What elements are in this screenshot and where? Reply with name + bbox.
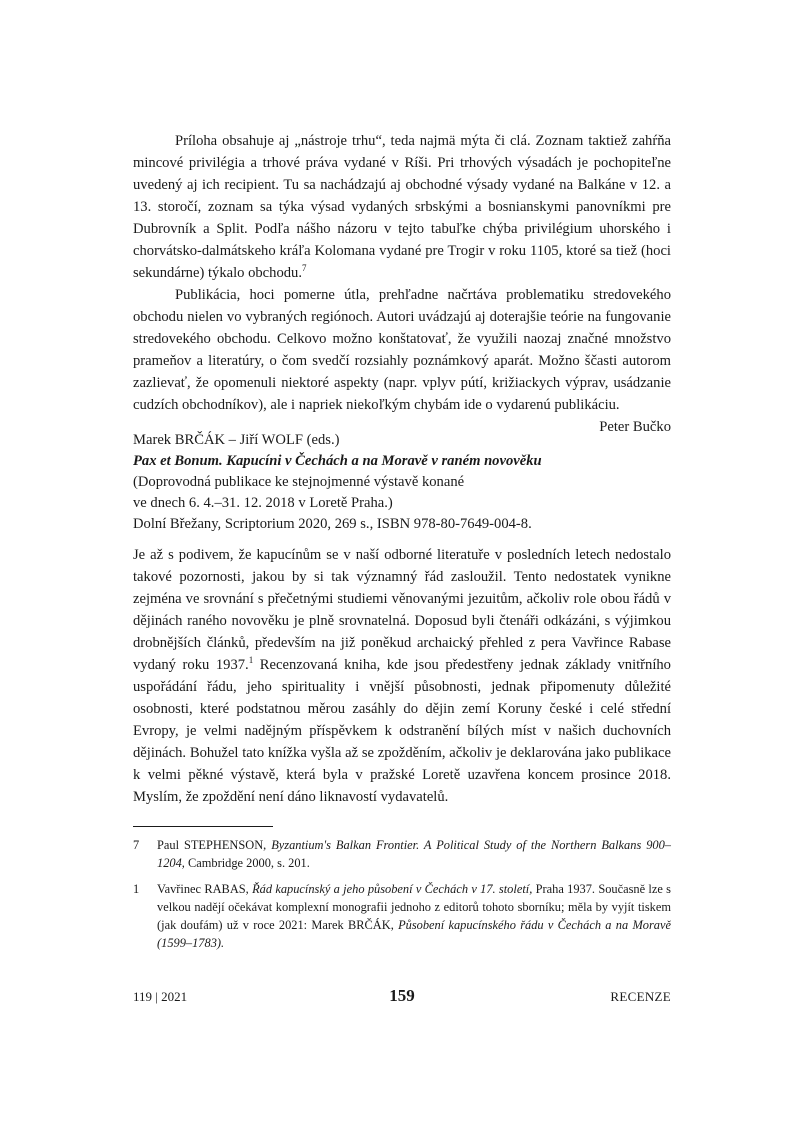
- review-1-paragraph: Publikácia, hoci pomerne útla, prehľadne načrtáva problematiku stredovekého obchodu nielen vo vybraných regiónoch. Autori uvádzajú aj doterajšie teórie na fungovanie stredovekého obchodu. Celkovo možno konštatovať, že využili naozaj značné množstvo prameňov a literatúry, o čom svedčí rozsiahly poznámkový aparát. Možno ščasti autorom zazlievať, že opomenuli niektoré aspekty (napr. vplyv pútí, križiackych výprav, usádzanie cudzích obchodníkov), ale i napriek niekoľkým chybám ide o vydarenú publikáciu.: [133, 287, 671, 413]
- page-number: 159: [389, 986, 415, 1005]
- footnote-ref[interactable]: 7: [302, 263, 307, 274]
- page-footer: [133, 986, 671, 1008]
- paragraph-text: Príloha obsahuje aj „nástroje trhu“, teda najmä mýta či clá. Zoznam taktiež zahŕňa mincové privilégia a trhové práva vydané v Ríši. Pri trhových výsadách je pochopiteľne uvedený aj ich recipient. Tu sa nachádzajú aj obchodné výsady vydané na Balkáne v 12. a 13. storočí, zoznam sa týka výsad vydaných srbskými a bosnianskymi panovníkmi pre Dubrovník a Split. Podľa nášho názoru v tejto tabuľke chýba privilégium uhorského i chorvátsko-dalmátskeho kráľa Kolomana vydané pre Trogir v roku 1105, ktoré sa tiež (hoci sekundárne) týkalo obchodu.: [133, 133, 671, 281]
- review-1-body: [133, 130, 671, 438]
- paragraph-text: Recenzovaná kniha, kde jsou předestřeny jednak základy vnitřního uspořádání řádu, jeho spirituality i vnější působnosti, jednak připomenuty důležité osobnosti, které podstatnou měrou zasáhly do dějin zemí Koruny české i celé střední Evropy, je velmi nadějným příspěvkem k odstranění bílých míst v našich duchovních dějinách. Bohužel tato knížka vyšla až se zpožděním, ačkoliv je deklarována jako publikace k velmi pěkné výstavě, která byla v pražské Loretě uzavřena koncem prosince 2018. Myslím, že zpoždění není dáno liknavostí vydavatelů.: [133, 657, 671, 805]
- footnote-title: Řád kapucínský a jeho působení v Čechách v 17. století,: [252, 882, 533, 896]
- review-author: Peter Bučko: [599, 419, 671, 435]
- review-book-title: Pax et Bonum. Kapucíni v Čechách a na Moravě v raném novověku: [133, 453, 542, 469]
- review-2-paragraph: [133, 544, 671, 808]
- review-publisher-info: Dolní Břežany, Scriptorium 2020, 269 s., ISBN 978-80-7649-004-8.: [133, 516, 532, 532]
- footnote-rest: Cambridge 2000, s. 201.: [184, 856, 310, 870]
- footnote-text: [157, 880, 671, 952]
- footnote-7: [133, 836, 671, 872]
- footnote-rest: Praha 1937. Současně lze s velkou nadějí očekávat komplexní monografii jednoho z editorů tohoto sborníku; měla by vyjít tiskem (jak doufám) už v roce 2021: Marek BRČÁK,: [157, 882, 671, 932]
- review-book-subtitle: ve dnech 6. 4.–31. 12. 2018 v Loretě Praha.): [133, 495, 393, 511]
- review-book-subtitle: (Doprovodná publikace ke stejnojmenné výstavě konané: [133, 474, 465, 490]
- footnote-author: Paul STEPHENSON,: [157, 838, 272, 852]
- footnote-title: Působení kapucínského řádu v Čechách a na Moravě (1599–1783).: [157, 918, 671, 950]
- section-name: RECENZE: [610, 989, 671, 1004]
- footnote-title: Byzantium's Balkan Frontier. A Political Study of the Northern Balkans 900–1204,: [157, 838, 671, 870]
- review-editors: Marek BRČÁK – Jiří WOLF (eds.): [133, 432, 340, 448]
- review-1-paragraph: [133, 130, 671, 284]
- footnote-1: [133, 880, 671, 952]
- paragraph-text: Je až s podivem, že kapucínům se v naší odborné literatuře v posledních letech nedostalo takové pozornosti, jakou by si tak významný řád zasloužil. Tento nedostatek vynikne zejména ve srovnání s přečetnými studiemi věnovanými jezuitům, ačkoliv role obou řádů v dějinách raného novověku je plně srovnatelná. Doposud byli čtenáři odkázáni, s výjimkou drobnějších článků, především na již poněkud archaický přehled z pera Vavřince Rabase vydaný roku 1937.: [133, 547, 671, 673]
- review-2-body: [133, 544, 671, 808]
- footnote-author: Vavřinec RABAS,: [157, 882, 253, 896]
- footnote-divider: [133, 826, 273, 827]
- issue-number: 119 | 2021: [133, 989, 188, 1004]
- footnote-ref[interactable]: 1: [248, 655, 254, 666]
- footnote-text: [157, 836, 671, 872]
- footnote-number: 7: [133, 838, 140, 852]
- footnote-number: 1: [133, 882, 140, 896]
- review-2-header: [133, 430, 671, 535]
